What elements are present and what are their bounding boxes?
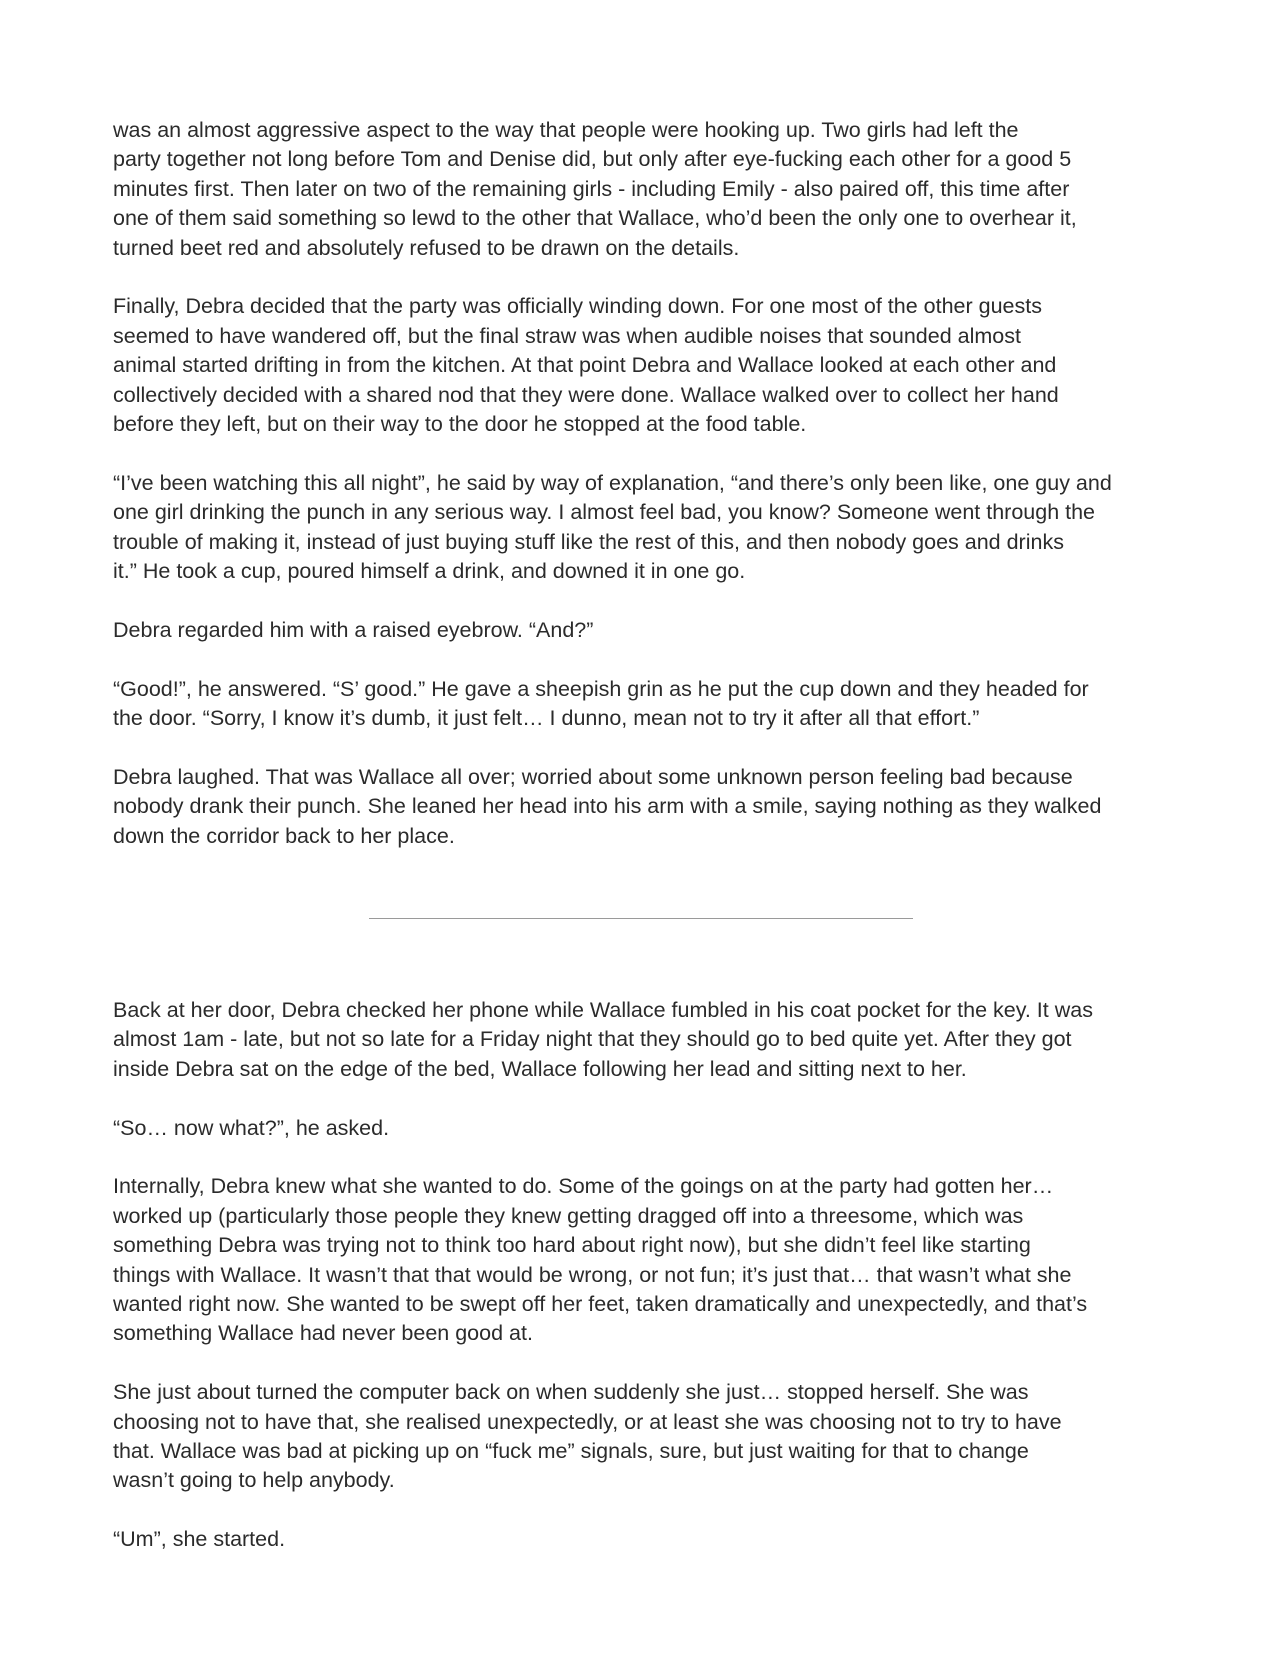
paragraph: Internally, Debra knew what she wanted to do. Some of the goings on at the party had gotten her… worked up (particularly those people they knew getting dragged off into a threesome, which was something Debra was trying not to think too hard about right now), but she didn’t feel like starting things with Wallace. It wasn’t that that would be wrong, or not fun; it’s just that… that wasn’t what she wanted right now. She wanted to be swept off her feet, taken dramatically and unexpectedly, and that’s something Wallace had never been good at. xyxy=(113,1174,1088,1346)
paragraph: Back at her door, Debra checked her phone while Wallace fumbled in his coat pocket for the key. It was almost 1am - late, but not so late for a Friday night that they should go to bed quite yet. After they got inside Debra sat on the edge of the bed, Wallace following her lead and sitting next to her. xyxy=(113,998,1093,1081)
paragraph: “So… now what?”, he asked. xyxy=(113,1115,390,1140)
paragraph: “I’ve been watching this all night”, he said by way of explanation, “and there’s only been like, one guy and one girl drinking the punch in any serious way. I almost feel bad, you know? Someone went through the trouble of making it, instead of just buying stuff like the rest of this, and then nobody goes and drinks it.” He took a cup, poured himself a drink, and downed it in one go. xyxy=(113,470,1112,584)
text-section-before-break xyxy=(113,116,1173,851)
paragraph: was an almost aggressive aspect to the way that people were hooking up. Two girls had left the party together not long before Tom and Denise did, but only after eye-fucking each other for a good 5 minutes first. Then later on two of the remaining girls - including Emily - also paired off, this time after one of them said something so lewd to the other that Wallace, who’d been the only one to overhear it, turned beet red and absolutely refused to be drawn on the details. xyxy=(113,118,1077,260)
paragraph: Finally, Debra decided that the party was officially winding down. For one most of the other guests seemed to have wandered off, but the final straw was when audible noises that sounded almost animal started drifting in from the kitchen. At that point Debra and Wallace looked at each other and collectively decided with a shared nod that they were done. Wallace walked over to collect her hand before they left, but on their way to the door he stopped at the food table. xyxy=(113,294,1059,437)
paragraph: Debra regarded him with a raised eyebrow. “And?” xyxy=(113,617,594,642)
paragraph: “Um”, she started. xyxy=(113,1527,286,1552)
paragraph: She just about turned the computer back on when suddenly she just… stopped herself. She was choosing not to have that, she realised unexpectedly, or at least she was choosing not to try to have that. Wallace was bad at picking up on “fuck me” signals, sure, but just waiting for that to change wasn’t going to help anybody. xyxy=(113,1380,1062,1493)
paragraph: Debra laughed. That was Wallace all over; worried about some unknown person feeling bad because nobody drank their punch. She leaned her head into his arm with a smile, saying nothing as they walked down the corridor back to her place. xyxy=(113,764,1102,848)
scene-break-divider xyxy=(369,918,913,919)
text-section-after-break xyxy=(113,996,1173,1555)
paragraph: “Good!”, he answered. “S’ good.” He gave a sheepish grin as he put the cup down and they headed for the door. “Sorry, I know it’s dumb, it just felt… I dunno, mean not to try it after all that effort.” xyxy=(113,676,1089,731)
